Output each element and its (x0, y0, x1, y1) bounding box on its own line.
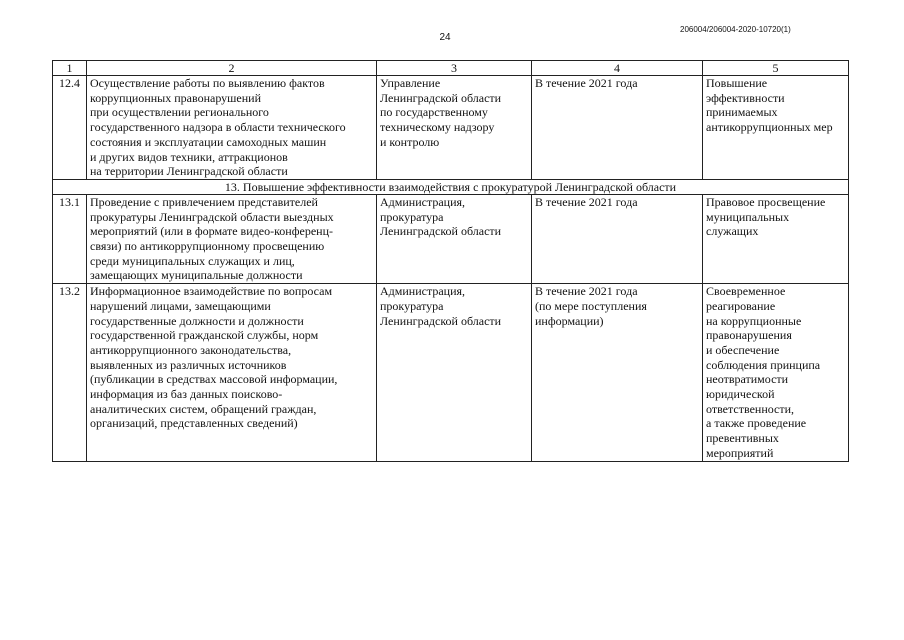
column-number-2: 2 (87, 61, 377, 76)
row-executor: Управление Ленинградской области по государственному техническому надзору и контролю (377, 76, 532, 180)
row-action: Информационное взаимодействие по вопросам нарушений лицами, замещающими государственные должности и должности государственной гражданской службы, норм антикоррупционного законодательства, выявленных из различных источников (публикации в средствах массовой информации, информация из баз данных поисково- аналитических систем, обращений граждан, организаций, представленных сведений) (87, 284, 377, 461)
table-header-row (53, 61, 849, 76)
action-plan-table (52, 60, 849, 462)
page-number: 24 (439, 32, 451, 43)
row-result: Правовое просвещение муниципальных служащих (703, 194, 849, 283)
row-number: 13.2 (53, 284, 87, 461)
row-term: В течение 2021 года (532, 76, 703, 180)
table-row (53, 76, 849, 180)
column-number-5: 5 (703, 61, 849, 76)
row-action: Проведение с привлечением представителей прокуратуры Ленинградской области выездных мероприятий (или в формате видео-конференц- связи) по антикоррупционному просвещению среди муниципальных служащих и лиц, замещающих муниципальные должности (87, 194, 377, 283)
column-number-3: 3 (377, 61, 532, 76)
table-row (53, 194, 849, 283)
row-term: В течение 2021 года (по мере поступления информации) (532, 284, 703, 461)
column-number-4: 4 (532, 61, 703, 76)
row-executor: Администрация, прокуратура Ленинградской области (377, 194, 532, 283)
row-result: Своевременное реагирование на коррупционные правонарушения и обеспечение соблюдения принципа неотвратимости юридической ответственности, а также проведение превентивных мероприятий (703, 284, 849, 461)
row-result: Повышение эффективности принимаемых антикоррупционных мер (703, 76, 849, 180)
row-action: Осуществление работы по выявлению фактов коррупционных правонарушений при осуществлении регионального государственного надзора в области технического состояния и эксплуатации самоходных машин и других видов техники, аттракционов на территории Ленинградской области (87, 76, 377, 180)
section-heading: 13. Повышение эффективности взаимодействия с прокуратурой Ленинградской области (53, 179, 849, 194)
document-code: 206004/206004-2020-10720(1) (680, 25, 791, 34)
table-row (53, 284, 849, 461)
row-number: 12.4 (53, 76, 87, 180)
row-number: 13.1 (53, 194, 87, 283)
column-number-1: 1 (53, 61, 87, 76)
section-heading-row (53, 179, 849, 194)
row-term: В течение 2021 года (532, 194, 703, 283)
row-executor: Администрация, прокуратура Ленинградской области (377, 284, 532, 461)
